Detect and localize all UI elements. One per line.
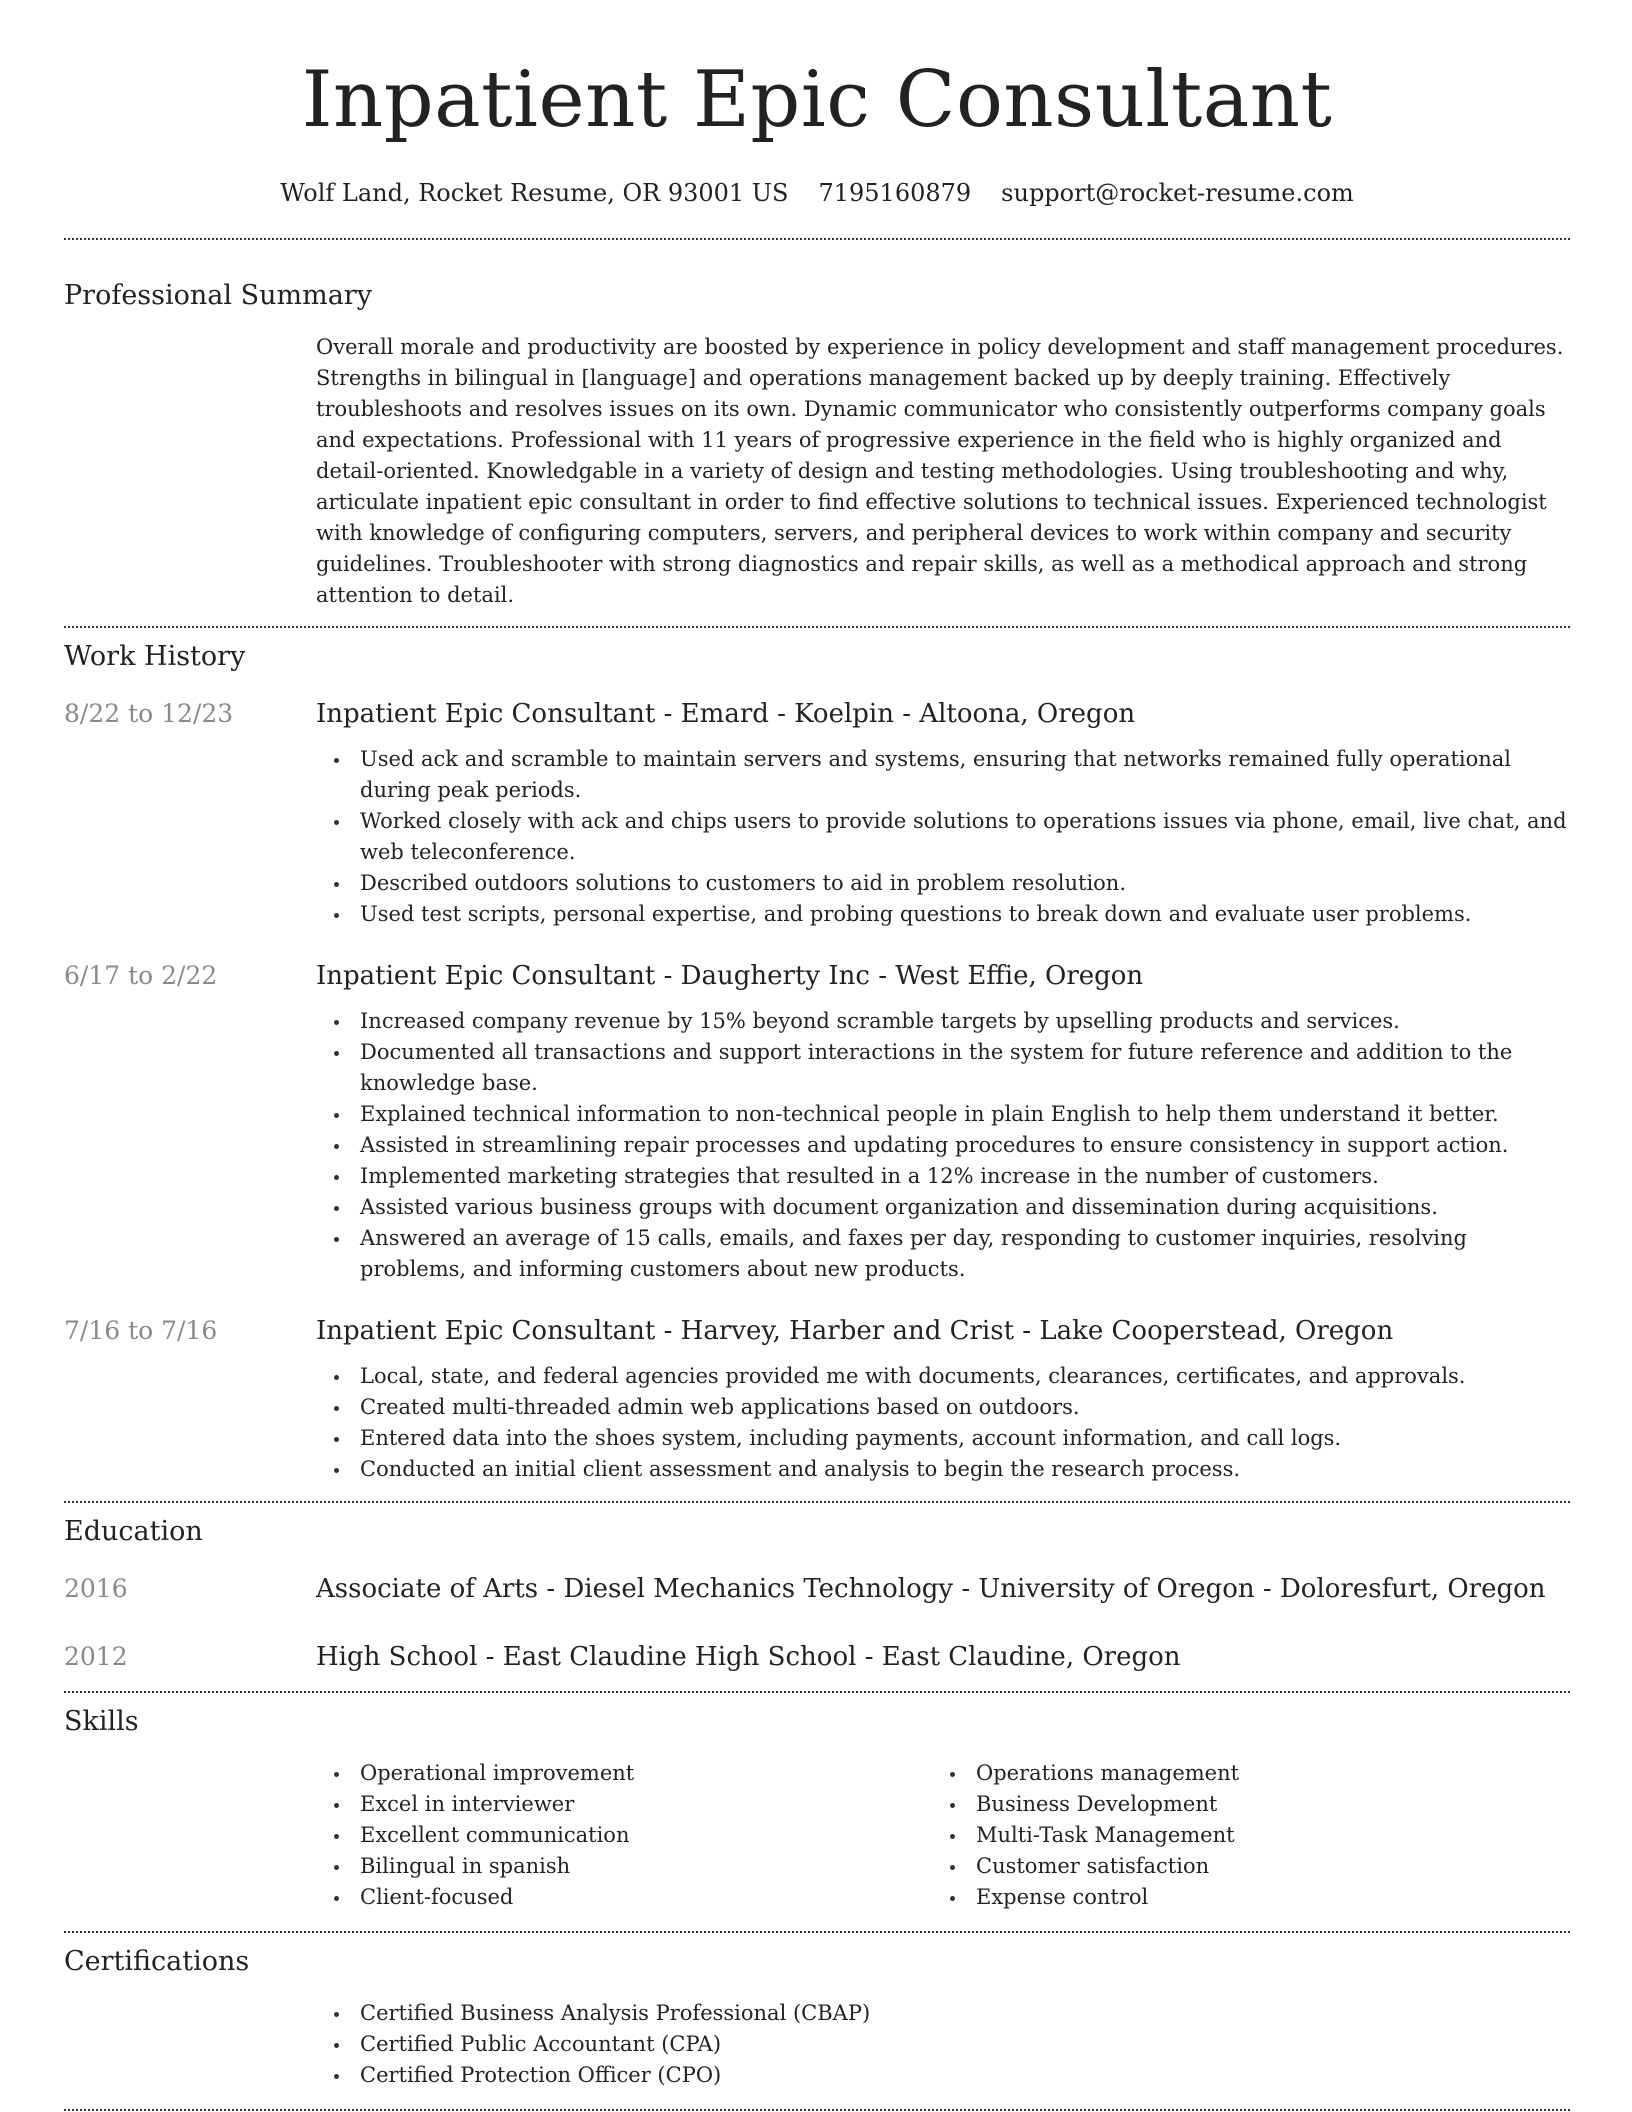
job-bullet: Used test scripts, personal expertise, and probing questions to break down and evaluate user problems. (316, 899, 1570, 930)
education-entry (64, 1641, 1570, 1673)
job-title: Inpatient Epic Consultant - Emard - Koelpin - Altoona, Oregon (316, 699, 1136, 729)
education-detail: High School - East Claudine High School - East Claudine, Oregon (316, 1642, 1181, 1672)
divider (64, 626, 1570, 628)
skill-item: Excel in interviewer (316, 1789, 932, 1820)
contact-address: Wolf Land, Rocket Resume, OR 93001 US (280, 179, 789, 207)
job-dates: 6/17 to 2/22 (64, 961, 218, 990)
education-detail: Associate of Arts - Diesel Mechanics Technology - University of Oregon - Doloresfurt, Oregon (316, 1574, 1546, 1604)
contact-email: support@rocket-resume.com (1001, 179, 1354, 207)
certification-item: Certified Protection Officer (CPO) (316, 2060, 1570, 2091)
job-bullet: Conducted an initial client assessment and analysis to begin the research process. (316, 1454, 1570, 1485)
job-dates: 8/22 to 12/23 (64, 699, 234, 728)
job-bullet: Used ack and scramble to maintain servers and systems, ensuring that networks remained fully operational during peak periods. (316, 744, 1570, 806)
education-year: 2012 (64, 1642, 128, 1671)
skill-item: Multi-Task Management (932, 1820, 1548, 1851)
skill-item: Customer satisfaction (932, 1851, 1548, 1882)
education-year: 2016 (64, 1574, 128, 1603)
job-bullet: Answered an average of 15 calls, emails, and faxes per day, responding to customer inquiries, resolving problems, and informing customers about new products. (316, 1223, 1570, 1285)
skill-item: Excellent communication (316, 1820, 932, 1851)
divider (64, 2109, 1570, 2111)
work-section-title: Work History (64, 641, 246, 672)
job-dates: 7/16 to 7/16 (64, 1316, 218, 1345)
skill-item: Operational improvement (316, 1758, 932, 1789)
certification-item: Certified Public Accountant (CPA) (316, 2029, 1570, 2060)
skill-item: Bilingual in spanish (316, 1851, 932, 1882)
skill-item: Operations management (932, 1758, 1548, 1789)
job-bullet: Assisted in streamlining repair processes and updating procedures to ensure consistency in support action. (316, 1130, 1570, 1161)
divider (64, 1691, 1570, 1693)
skill-item: Client-focused (316, 1882, 932, 1913)
education-entry (64, 1573, 1570, 1605)
job-bullet: Worked closely with ack and chips users to provide solutions to operations issues via phone, email, live chat, and web teleconference. (316, 806, 1570, 868)
job-bullet: Implemented marketing strategies that resulted in a 12% increase in the number of customers. (316, 1161, 1570, 1192)
skill-item: Expense control (932, 1882, 1548, 1913)
resume-page (64, 0, 1570, 2111)
candidate-name: Inpatient Epic Consultant (301, 55, 1333, 145)
contact-phone: 7195160879 (818, 179, 972, 207)
divider (64, 1931, 1570, 1933)
job-title: Inpatient Epic Consultant - Daugherty Inc - West Effie, Oregon (316, 961, 1144, 991)
job-bullet: Assisted various business groups with document organization and dissemination during acquisitions. (316, 1192, 1570, 1223)
contact-line (64, 178, 1570, 208)
education-section-title: Education (64, 1516, 203, 1547)
job-entry (64, 960, 1570, 1285)
certification-item: Certified Business Analysis Professional (CBAP) (316, 1998, 1570, 2029)
summary-text: Overall morale and productivity are boosted by experience in policy development and staff management procedures. Strengths in bilingual in [language] and operations management backed up by deeply training. Effectively troubleshoots and resolves issues on its own. Dynamic communicator who consistently outperforms company goals and expectations. Professional with 11 years of progressive experience in the field who is highly organized and detail-oriented. Knowledgable in a variety of design and testing methodologies. Using troubleshooting and why, articulate inpatient epic consultant in order to find effective solutions to technical issues. Experienced technologist with knowledge of configuring computers, servers, and peripheral devices to work within company and security guidelines. Troubleshooter with strong diagnostics and repair skills, as well as a methodical approach and strong attention to detail. (316, 335, 1564, 607)
job-entry (64, 1315, 1570, 1485)
skill-item: Business Development (932, 1789, 1548, 1820)
divider (64, 1501, 1570, 1503)
skills-list (316, 1758, 1570, 1913)
job-bullet: Created multi-threaded admin web applications based on outdoors. (316, 1392, 1570, 1423)
job-bullet: Local, state, and federal agencies provided me with documents, clearances, certificates, and approvals. (316, 1361, 1570, 1392)
skills-section-title: Skills (64, 1706, 139, 1737)
job-bullet: Documented all transactions and support interactions in the system for future reference and addition to the knowledge base. (316, 1037, 1570, 1099)
job-bullet: Increased company revenue by 15% beyond scramble targets by upselling products and services. (316, 1006, 1570, 1037)
certifications-section-title: Certifications (64, 1946, 250, 1977)
job-title: Inpatient Epic Consultant - Harvey, Harber and Crist - Lake Cooperstead, Oregon (316, 1316, 1394, 1346)
summary-section-title: Professional Summary (64, 280, 372, 311)
job-entry (64, 698, 1570, 930)
job-bullet: Entered data into the shoes system, including payments, account information, and call logs. (316, 1423, 1570, 1454)
job-bullet: Described outdoors solutions to customers to aid in problem resolution. (316, 868, 1570, 899)
divider (64, 238, 1570, 240)
job-bullet: Explained technical information to non-technical people in plain English to help them understand it better. (316, 1099, 1570, 1130)
